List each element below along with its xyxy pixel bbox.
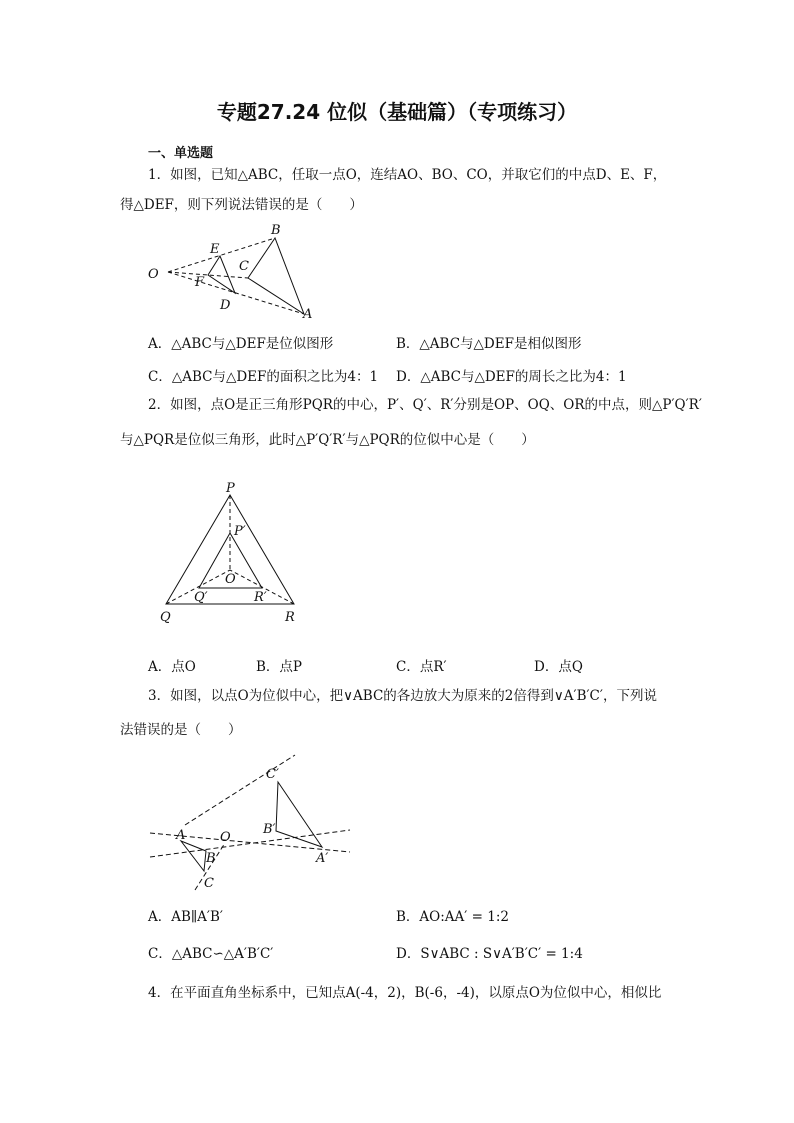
- q1-option-b[interactable]: B．△ABC与△DEF是相似图形: [396, 336, 582, 352]
- label-o: O: [225, 572, 236, 587]
- q1-option-d[interactable]: D．△ABC与△DEF的周长之比为4：1: [396, 369, 627, 385]
- label-o: O: [148, 267, 159, 282]
- question-1-line-2: 得△DEF，则下列说法错误的是（ ）: [120, 197, 363, 213]
- label-o: O: [220, 830, 231, 845]
- label-p: P: [226, 481, 235, 496]
- question-3-figure: [140, 755, 360, 895]
- section-heading: 一、单选题: [148, 146, 214, 161]
- question-2-line-2: 与△PQR是位似三角形，此时△P′Q′R′与△PQR的位似中心是（ ）: [120, 432, 535, 448]
- label-r-prime: R′: [254, 590, 267, 605]
- triangle-abc: [181, 841, 206, 871]
- q2-option-c[interactable]: C．点R′: [396, 659, 447, 675]
- question-1-figure: [140, 220, 340, 330]
- label-c: C: [239, 259, 249, 274]
- label-r: R: [285, 610, 295, 625]
- label-f: F: [195, 275, 205, 290]
- q1-option-c[interactable]: C．△ABC与△DEF的面积之比为4：1: [148, 369, 379, 385]
- question-2-figure: [150, 475, 320, 635]
- label-p-prime: P′: [234, 524, 246, 539]
- triangle-def: [208, 256, 235, 293]
- page-title: 专题27.24 位似（基础篇）（专项练习）: [216, 100, 578, 124]
- triangle-abc: [248, 238, 304, 314]
- q1-option-a[interactable]: A．△ABC与△DEF是位似图形: [148, 336, 334, 352]
- q3-option-c[interactable]: C．△ABC∽△A′B′C′: [148, 946, 274, 962]
- q3-option-b[interactable]: B．AO:AA′ = 1:2: [396, 909, 509, 925]
- label-b: B: [206, 851, 216, 866]
- q2-option-b[interactable]: B．点P: [256, 659, 303, 675]
- label-a: A: [176, 828, 186, 843]
- label-c-prime: C′: [266, 767, 279, 782]
- label-d: D: [220, 298, 231, 313]
- label-q: Q: [160, 610, 171, 625]
- q3-option-d[interactable]: D．S∨ABC : S∨A′B′C′ = 1:4: [396, 946, 583, 962]
- question-3-line-2: 法错误的是（ ）: [120, 722, 242, 738]
- q3-option-a[interactable]: A．AB∥A′B′: [148, 909, 223, 925]
- question-2-line-1: 2．如图，点O是正三角形PQR的中心，P′、Q′、R′分别是OP、OQ、OR的中点，则△P′Q′R′: [148, 397, 702, 413]
- label-b-prime: B′: [263, 822, 276, 837]
- label-a-prime: A′: [316, 851, 329, 866]
- triangle-abc-prime: [276, 782, 322, 847]
- label-e: E: [210, 242, 220, 257]
- question-1-line-1: 1．如图，已知△ABC，任取一点O，连结AO、BO、CO，并取它们的中点D、E、F，: [148, 167, 667, 183]
- label-c: C: [204, 876, 214, 891]
- question-4-line-1: 4．在平面直角坐标系中，已知点A(-4，2)，B(-6，-4)，以原点O为位似中心，相似比: [148, 985, 662, 1001]
- question-3-line-1: 3．如图，以点O为位似中心，把∨ABC的各边放大为原来的2倍得到∨A′B′C′，下列说: [148, 688, 657, 704]
- label-b: B: [271, 223, 281, 238]
- q2-option-d[interactable]: D．点Q: [534, 659, 583, 675]
- label-a: A: [303, 307, 313, 322]
- label-q-prime: Q′: [194, 590, 208, 605]
- q2-option-a[interactable]: A．点O: [148, 659, 196, 675]
